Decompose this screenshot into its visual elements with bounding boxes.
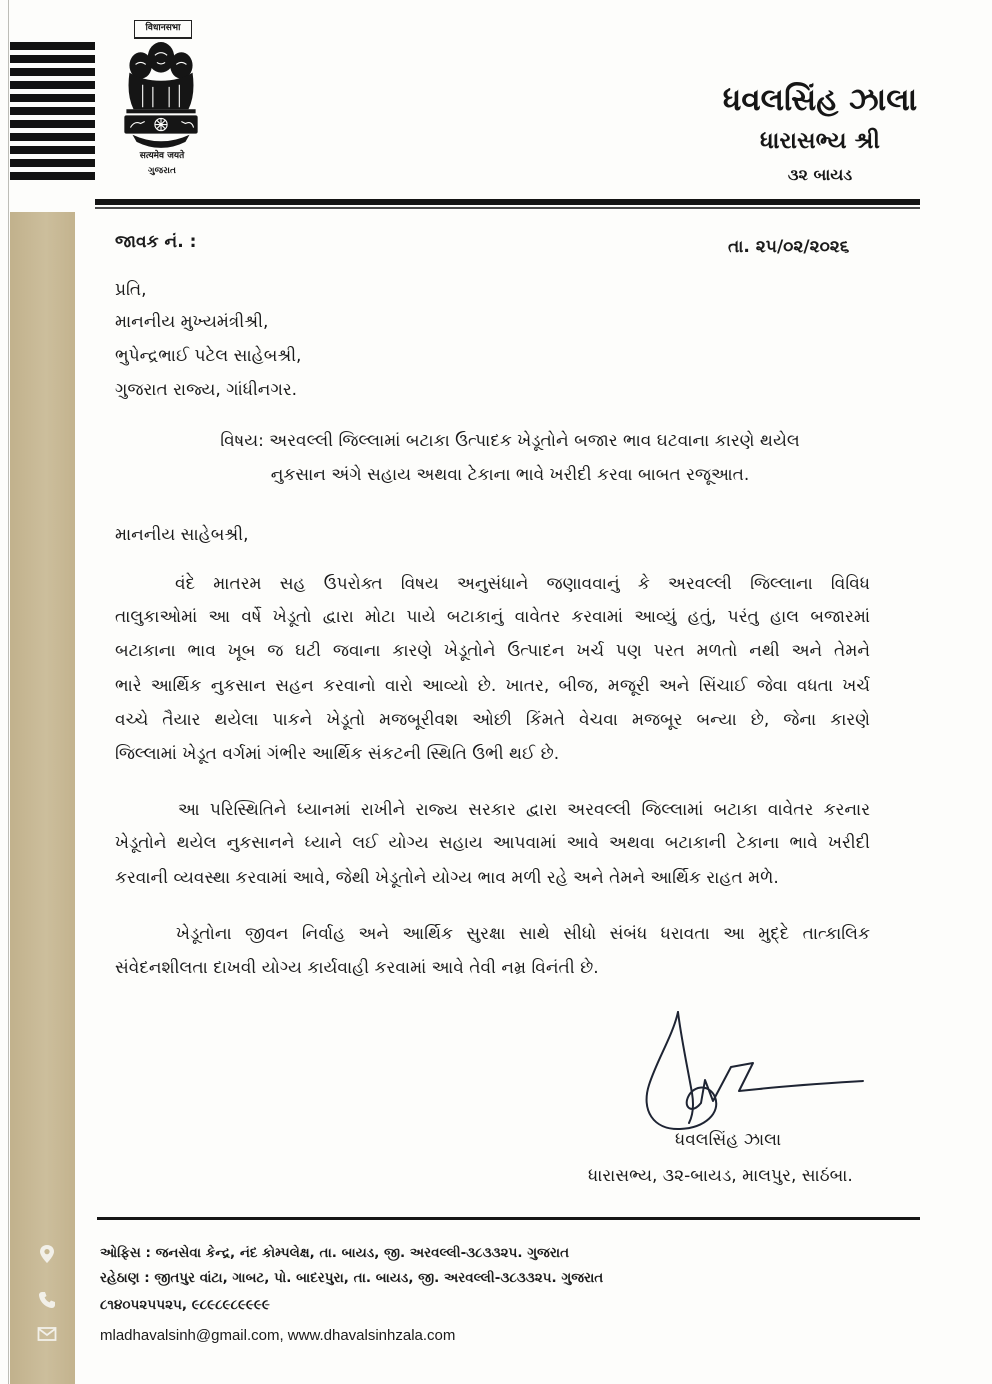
handwritten-signature	[635, 1005, 870, 1135]
footer-email-website: mladhavalsinh@gmail.com, www.dhavalsinhzala.com	[100, 1327, 456, 1344]
stripe	[10, 55, 95, 63]
stripe	[10, 146, 95, 154]
outward-number-label: જાવક નં. :	[115, 232, 197, 252]
recipient-line: ભુપેન્દ્રભાઈ પટેલ સાહેબશ્રી,	[115, 346, 302, 366]
paragraph-line: બટાકાના ભાવ ખૂબ જ ઘટી જવાના કારણે ખેડૂતોને ઉત્પાદન ખર્ચ પણ પરત મળતો નથી અને તેમને	[115, 641, 870, 661]
stripe	[10, 120, 95, 128]
left-color-band	[10, 212, 75, 1384]
header-divider	[95, 199, 920, 205]
header-designation: ધારાસભ્ય શ્રી	[760, 128, 880, 154]
emblem-assembly-label: विधानसभा	[134, 20, 192, 39]
letterhead-stripes	[10, 42, 95, 182]
paragraph-line: સંવેદનશીલતા દાખવી યોગ્ય કાર્યવાહી કરવામાં આવે તેવી નમ્ર વિનંતી છે.	[115, 958, 599, 978]
emblem-motto: सत्यमेव जयते	[139, 151, 185, 161]
footer-phone-numbers: ૮૧૪૦૫૨૫૫૨૫, ૯૮૯૮૯૮૯૯૯૯	[100, 1297, 270, 1313]
paragraph-line: જિલ્લામાં ખેડૂત વર્ગમાં ગંભીર આર્થિક સંકટની સ્થિતિ ઉભી થઈ છે.	[115, 744, 560, 764]
state-emblem-icon	[120, 40, 202, 152]
recipient-line: ગુજરાત રાજ્ય, ગાંધીનગર.	[115, 380, 298, 400]
emblem-state-name: ગુજરાત	[148, 166, 176, 176]
paragraph-line: વંદે માતરમ સહ ઉપરોક્ત વિષય અનુસંધાને જણાવવાનું કે અરવલ્લી જિલ્લાના વિવિધ	[175, 574, 870, 594]
paragraph-line: કરવાની વ્યવસ્થા કરવામાં આવે, જેથી ખેડૂતોને યોગ્ય ભાવ મળી રહે અને તેમને આર્થિક રાહત મળે.	[115, 868, 779, 888]
salutation: માનનીય સાહેબશ્રી,	[115, 525, 249, 545]
paragraph-line: ખેડૂતોને થયેલ નુકસાનને ધ્યાને લઈ યોગ્ય સહાય આપવામાં આવે અથવા બટાકાની ટેકાના ભાવે ખરીદી	[115, 833, 870, 853]
stripe	[10, 68, 95, 76]
letter-date: તા. ૨૫/૦૨/૨૦૨૬	[728, 237, 850, 257]
stripe	[10, 172, 95, 180]
recipient-line: માનનીય મુખ્યમંત્રીશ્રી,	[115, 312, 269, 332]
subject-line: નુકસાન અંગે સહાય અથવા ટેકાના ભાવે ખરીદી કરવા બાબત રજૂઆત.	[270, 465, 750, 485]
stripe	[10, 94, 95, 102]
paragraph-line: વચ્ચે તૈયાર થયેલા પાકને ખેડૂતો મજબૂરીવશ ઓછી કિંમતે વેચવા મજબૂર બન્યા છે, જેના કારણે	[115, 710, 870, 730]
header-divider-thin	[95, 207, 920, 209]
stripe	[10, 133, 95, 141]
stripe	[10, 81, 95, 89]
stripe	[10, 107, 95, 115]
location-pin-icon	[37, 1244, 57, 1264]
signatory-designation: ધારાસભ્ય, ૩૨-બાયડ, માલપુર, સાઠંબા.	[588, 1166, 853, 1186]
paragraph-line: તાલુકાઓમાં આ વર્ષે ખેડૂતો દ્વારા મોટા પાયે બટાકાનું વાવેતર કરવામાં આવ્યું હતું, પરંતુ હાલ બજારમાં	[115, 607, 870, 627]
header-constituency: ૩૨ બાયડ	[787, 165, 853, 184]
subject-line: વિષય: અરવલ્લી જિલ્લામાં બટાકા ઉત્પાદક ખેડૂતોને બજાર ભાવ ઘટવાના કારણે થયેલ	[220, 431, 800, 451]
footer-divider	[97, 1217, 920, 1220]
paragraph-line: આ પરિસ્થિતિને ધ્યાનમાં રાખીને રાજ્ય સરકાર દ્વારા અરવલ્લી જિલ્લામાં બટાકા વાવેતર કરનાર	[178, 800, 870, 820]
signatory-name: ધવલસિંહ ઝાલા	[675, 1130, 782, 1150]
recipient-line: પ્રતિ,	[115, 280, 147, 300]
stripe	[10, 42, 95, 50]
mail-icon	[37, 1324, 57, 1344]
phone-icon	[37, 1290, 57, 1310]
paragraph-line: ભારે આર્થિક નુકસાન સહન કરવાનો વારો આવ્યો છે. ખાતર, બીજ, મજૂરી અને સિંચાઈ જેવા વધતા ખર્ચ	[115, 676, 870, 696]
paragraph-line: ખેડૂતોના જીવન નિર્વાહ અને આર્થિક સુરક્ષા સાથે સીધો સંબંધ ધરાવતા આ મુદ્દે તાત્કાલિક	[176, 924, 870, 944]
footer-office-address: ઓફિસ : જનસેવા કેન્દ્ર, નંદ કોમ્પલેક્ષ, તા. બાયડ, જી. અરવલ્લી-૩૮૩૩૨૫. ગુજરાત	[100, 1245, 570, 1261]
stripe	[10, 159, 95, 167]
footer-residence-address: રહેઠાણ : જીતપુર વાંટા, ગાબટ, પો. બાદરપુરા, તા. બાયડ, જી. અરવલ્લી-૩૮૩૩૨૫. ગુજરાત	[100, 1270, 604, 1286]
page-edge-line	[8, 0, 9, 1384]
header-name: ધવલસિંહ ઝાલા	[722, 82, 918, 118]
